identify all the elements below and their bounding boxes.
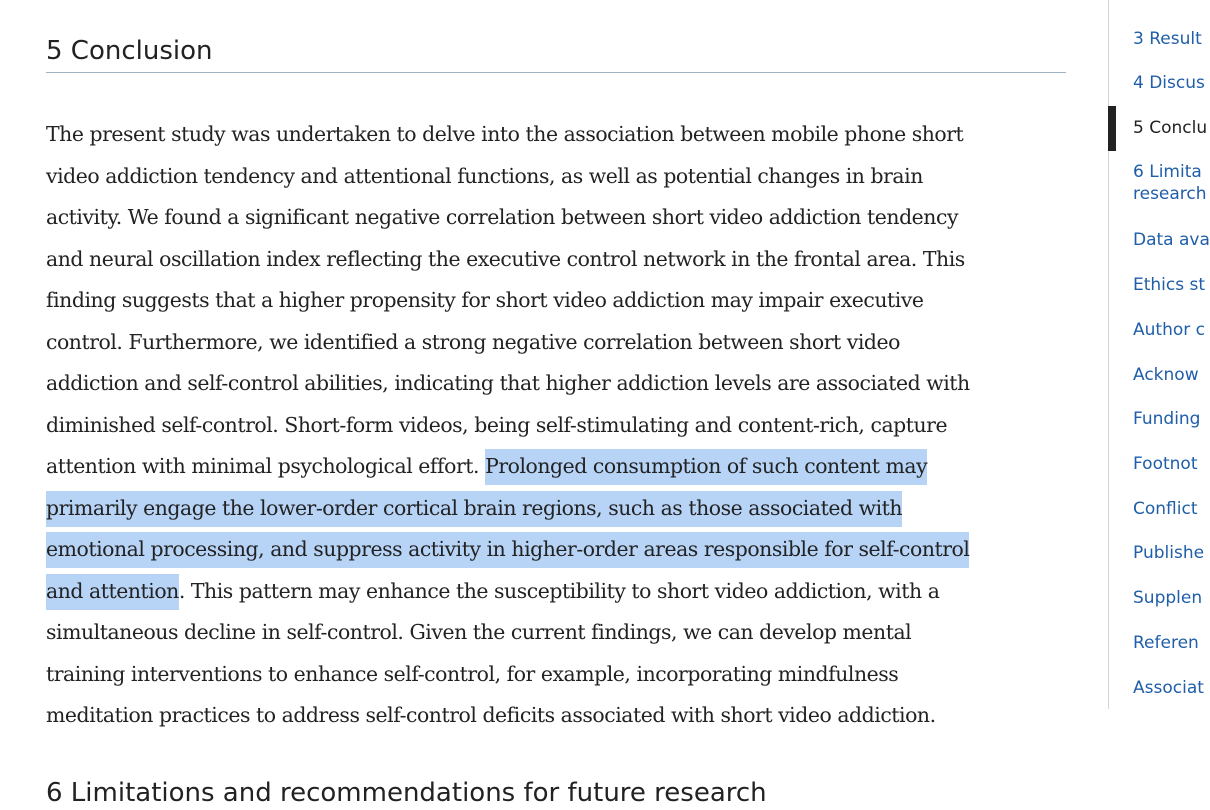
paragraph-line [46, 529, 1066, 571]
toc-item-label-continued: research [1133, 184, 1207, 204]
toc-item[interactable] [1133, 498, 1198, 520]
paragraph-line [46, 695, 1066, 737]
paragraph-line [46, 654, 1066, 696]
toc-item-label: Conflict [1133, 499, 1198, 519]
toc-item-label: Funding [1133, 409, 1201, 429]
toc-item-label: 6 Limita [1133, 162, 1202, 182]
toc-item-label: Publishe [1133, 543, 1205, 563]
paragraph-text: The present study was undertaken to delve into the association between mobile phone short [46, 122, 964, 146]
paragraph-text: video addiction tendency and attentional functions, as well as potential changes in brain [46, 163, 923, 188]
toc-item[interactable] [1133, 319, 1205, 341]
toc-item-label: 4 Discus [1133, 73, 1205, 93]
paragraph-text: training interventions to enhance self-control, for example, incorporating mindfulness [46, 661, 899, 686]
paragraph-text: diminished self-control. Short-form videos, being self-stimulating and content-rich, capture [46, 412, 948, 437]
table-of-contents [1108, 0, 1210, 709]
paragraph-text: meditation practices to address self-control deficits associated with short video addiction. [46, 703, 936, 727]
toc-item[interactable] [1133, 364, 1199, 386]
highlighted-text: emotional processing, and suppress activity in higher-order areas responsible for self-control [46, 532, 969, 568]
paragraph-line [46, 446, 1066, 488]
paragraph-text: control. Furthermore, we identified a strong negative correlation between short video [46, 329, 900, 354]
toc-item-label: Supplen [1133, 588, 1203, 608]
paragraph-text: . This pattern may enhance the susceptibility to short video addiction, with a [178, 578, 940, 603]
toc-item[interactable] [1133, 453, 1197, 475]
toc-item-label: Associat [1133, 678, 1204, 698]
toc-item-label: Footnot [1133, 454, 1198, 474]
toc-item-label: Acknow [1133, 365, 1199, 385]
paragraph-line [46, 571, 1066, 613]
toc-item[interactable] [1133, 161, 1207, 205]
paragraph-line [46, 156, 1066, 198]
paragraph-line [46, 363, 1066, 405]
paragraph-line [46, 488, 1066, 530]
toc-item-label: 3 Result [1133, 29, 1202, 49]
highlighted-text: Prolonged consumption of such content may [485, 449, 927, 485]
paragraph-line [46, 405, 1066, 447]
paragraph-line [46, 239, 1066, 281]
toc-item[interactable] [1133, 229, 1210, 251]
toc-item-label: Data ava [1133, 230, 1210, 250]
toc-item[interactable] [1133, 542, 1204, 564]
paragraph-line [46, 612, 1066, 654]
section-title: 5 Conclusion [46, 34, 1066, 73]
conclusion-paragraph [46, 114, 1066, 737]
active-section-indicator [1108, 106, 1116, 151]
paragraph-text: addiction and self-control abilities, indicating that higher addiction levels are associated with [46, 371, 970, 395]
paragraph-text: activity. We found a significant negative correlation between short video addiction tendency [46, 205, 959, 229]
toc-item[interactable] [1133, 677, 1204, 699]
toc-item[interactable] [1133, 28, 1202, 50]
toc-item[interactable] [1133, 274, 1205, 296]
paragraph-line [46, 322, 1066, 364]
paragraph-text: finding suggests that a higher propensity for short video addiction may impair executive [46, 288, 924, 312]
article-content [46, 0, 1066, 808]
toc-item[interactable] [1133, 408, 1200, 430]
highlighted-text: primarily engage the lower-order cortical brain regions, such as those associated with [46, 491, 902, 527]
paragraph-line [46, 197, 1066, 239]
paragraph-line [46, 280, 1066, 322]
paragraph-text: attention with minimal psychological effort. [46, 454, 486, 478]
toc-item-label: Author c [1133, 320, 1205, 340]
highlighted-text: and attention [46, 574, 179, 610]
toc-item-label: 5 Conclu [1133, 118, 1208, 138]
paragraph-text: and neural oscillation index reflecting the executive control network in the frontal area. This [46, 246, 965, 271]
toc-item-label: Ethics st [1133, 275, 1206, 295]
next-section-title: 6 Limitations and recommendations for future research [46, 778, 767, 808]
paragraph-text: simultaneous decline in self-control. Given the current findings, we can develop mental [46, 620, 912, 644]
toc-item[interactable] [1133, 72, 1205, 94]
toc-item[interactable] [1133, 587, 1202, 609]
toc-item[interactable] [1133, 632, 1199, 654]
toc-item[interactable] [1133, 117, 1207, 139]
paragraph-line [46, 114, 1066, 156]
toc-item-label: Referen [1133, 633, 1199, 653]
